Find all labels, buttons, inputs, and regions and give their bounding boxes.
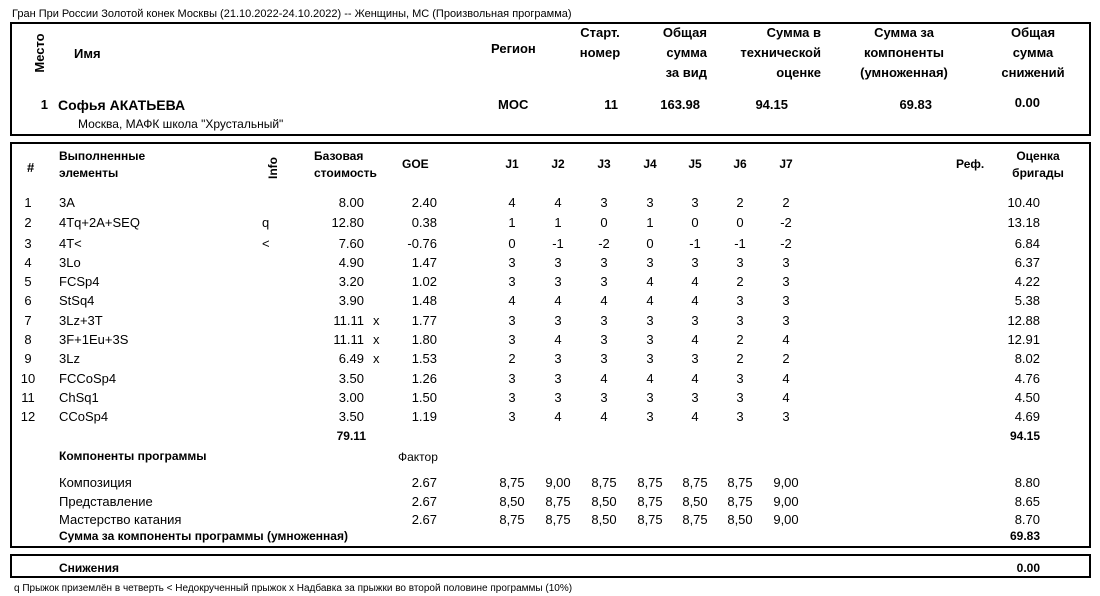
element-goe: 1.50 [411, 390, 437, 405]
element-judge-5: 3 [691, 313, 699, 328]
element-judge-6: 3 [736, 390, 744, 405]
judge-header-1: J1 [505, 157, 519, 171]
element-panel-score: 4.50 [1014, 390, 1040, 405]
element-judge-3: -2 [598, 236, 610, 251]
component-score: 8.80 [1014, 475, 1040, 490]
element-bonus-mark: x [373, 332, 380, 347]
element-judge-2: -1 [552, 236, 564, 251]
element-base-value: 3.50 [338, 409, 364, 424]
judge-header-6: J6 [733, 157, 747, 171]
element-judge-4: 3 [646, 390, 654, 405]
element-judge-3: 3 [600, 195, 608, 210]
judge-header-7: J7 [779, 157, 793, 171]
component-factor: 2.67 [411, 475, 437, 490]
element-judge-6: 2 [736, 274, 744, 289]
element-row [0, 253, 1100, 272]
element-row [0, 330, 1100, 349]
element-panel-score: 4.76 [1014, 371, 1040, 386]
element-goe: 0.38 [411, 215, 437, 230]
element-judge-5: 0 [691, 215, 699, 230]
element-name: 3Lz+3T [59, 313, 103, 328]
element-judge-7: -2 [780, 215, 792, 230]
element-judge-6: 2 [736, 195, 744, 210]
component-judge-5: 8,75 [682, 475, 708, 490]
element-judge-6: 3 [736, 371, 744, 386]
deductions-value: 0.00 [1016, 561, 1040, 575]
element-judge-1: 2 [508, 351, 516, 366]
element-bonus-mark: x [373, 313, 380, 328]
element-row [0, 193, 1100, 212]
element-judge-6: 2 [736, 332, 744, 347]
component-factor: 2.67 [411, 512, 437, 527]
element-judge-3: 3 [600, 390, 608, 405]
element-num: 4 [24, 255, 32, 270]
element-judge-2: 3 [554, 390, 562, 405]
element-judge-5: 3 [691, 390, 699, 405]
element-name: FCCoSp4 [59, 371, 117, 386]
element-base-value: 3.20 [338, 274, 364, 289]
element-judge-5: 3 [691, 195, 699, 210]
element-name: 3A [59, 195, 75, 210]
element-row [0, 311, 1100, 330]
element-judge-1: 4 [508, 293, 516, 308]
judge-header-4: J4 [643, 157, 657, 171]
element-judge-3: 3 [600, 274, 608, 289]
element-judge-5: 4 [691, 274, 699, 289]
component-row [0, 510, 1100, 529]
elements-header-panel-score: Оценка бригады [1012, 149, 1064, 180]
element-judge-4: 3 [646, 255, 654, 270]
element-judge-1: 3 [508, 274, 516, 289]
element-row [0, 291, 1100, 310]
component-judge-3: 8,50 [591, 494, 617, 509]
element-base-value: 6.49 [338, 351, 364, 366]
element-judge-6: 3 [736, 409, 744, 424]
skater-region: МОС [498, 97, 529, 112]
element-judge-4: 4 [646, 371, 654, 386]
element-goe: 1.77 [411, 313, 437, 328]
element-judge-7: -2 [780, 236, 792, 251]
element-base-value: 3.00 [338, 390, 364, 405]
element-info: < [262, 236, 270, 251]
element-judge-3: 4 [600, 293, 608, 308]
element-judge-1: 3 [508, 313, 516, 328]
element-goe: -0.76 [407, 236, 437, 251]
element-judge-7: 3 [782, 409, 790, 424]
component-name: Композиция [59, 475, 132, 490]
component-judge-7: 9,00 [773, 475, 799, 490]
component-score: 8.65 [1014, 494, 1040, 509]
element-judge-5: 3 [691, 351, 699, 366]
element-name: 3F+1Eu+3S [59, 332, 129, 347]
element-panel-score: 6.84 [1014, 236, 1040, 251]
element-judge-4: 3 [646, 351, 654, 366]
footnote: q Прыжок приземлён в четверть < Недокрученный прыжок x Надбавка за прыжки во второй половине программы (10%) [14, 583, 573, 594]
skater-components-score: 69.83 [899, 97, 932, 112]
element-judge-2: 4 [554, 332, 562, 347]
element-judge-1: 3 [508, 371, 516, 386]
element-judge-7: 3 [782, 274, 790, 289]
element-row [0, 369, 1100, 388]
element-panel-score: 4.22 [1014, 274, 1040, 289]
element-judge-3: 4 [600, 371, 608, 386]
judge-header-5: J5 [688, 157, 702, 171]
element-judge-7: 3 [782, 293, 790, 308]
element-judge-7: 2 [782, 351, 790, 366]
element-panel-score: 4.69 [1014, 409, 1040, 424]
elements-total-base: 79.11 [336, 429, 366, 443]
element-name: CCoSp4 [59, 409, 109, 424]
element-judge-6: 0 [736, 215, 744, 230]
element-judge-7: 4 [782, 371, 790, 386]
component-row [0, 473, 1100, 492]
element-num: 6 [24, 293, 32, 308]
skater-total-score: 163.98 [660, 97, 700, 112]
element-judge-5: 4 [691, 371, 699, 386]
element-judge-2: 4 [554, 195, 562, 210]
element-num: 10 [20, 371, 36, 386]
skater-name: Софья АКАТЬЕВА [58, 97, 186, 113]
elements-header-base-value: Базовая стоимость [314, 149, 377, 180]
element-judge-6: -1 [734, 236, 746, 251]
header-components-score: Сумма за компоненты (умноженная) [860, 25, 948, 80]
element-judge-4: 3 [646, 409, 654, 424]
component-judge-2: 8,75 [545, 494, 571, 509]
element-judge-2: 3 [554, 313, 562, 328]
component-judge-3: 8,75 [591, 475, 617, 490]
element-num: 9 [24, 351, 32, 366]
element-base-value: 4.90 [338, 255, 364, 270]
element-judge-2: 4 [554, 293, 562, 308]
element-judge-1: 3 [508, 390, 516, 405]
element-row [0, 213, 1100, 232]
element-goe: 1.47 [411, 255, 437, 270]
element-base-value: 7.60 [338, 236, 364, 251]
element-row [0, 407, 1100, 426]
header-deductions: Общая сумма снижений [1001, 25, 1065, 80]
element-judge-7: 4 [782, 390, 790, 405]
element-base-value: 11.11 [333, 313, 364, 328]
component-judge-4: 8,75 [637, 475, 663, 490]
element-name: StSq4 [59, 293, 95, 308]
element-base-value: 11.11 [333, 332, 364, 347]
component-judge-6: 8,75 [727, 494, 753, 509]
element-base-value: 3.50 [338, 371, 364, 386]
event-title: Гран При России Золотой конек Москвы (21.10.2022-24.10.2022) -- Женщины, МС (Произвольная программа) [12, 8, 572, 20]
elements-header-info: Info [266, 157, 280, 179]
element-judge-3: 3 [600, 255, 608, 270]
skater-place: 1 [40, 97, 48, 112]
element-num: 12 [20, 409, 36, 424]
element-judge-7: 3 [782, 313, 790, 328]
element-num: 7 [24, 313, 32, 328]
element-goe: 1.26 [411, 371, 437, 386]
element-base-value: 3.90 [338, 293, 364, 308]
element-judge-2: 4 [554, 409, 562, 424]
element-row [0, 272, 1100, 291]
element-base-value: 12.80 [331, 215, 364, 230]
component-judge-6: 8,75 [727, 475, 753, 490]
element-goe: 2.40 [411, 195, 437, 210]
element-judge-2: 3 [554, 255, 562, 270]
header-region: Регион [491, 41, 536, 56]
element-judge-1: 3 [508, 332, 516, 347]
header-place: Место [32, 33, 47, 73]
element-name: FCSp4 [59, 274, 100, 289]
element-judge-1: 3 [508, 409, 516, 424]
deductions-box [10, 554, 1091, 578]
component-judge-7: 9,00 [773, 494, 799, 509]
elements-total-score: 94.15 [1009, 429, 1040, 443]
element-judge-7: 4 [782, 332, 790, 347]
element-panel-score: 8.02 [1014, 351, 1040, 366]
element-panel-score: 6.37 [1014, 255, 1040, 270]
element-judge-6: 2 [736, 351, 744, 366]
element-row [0, 349, 1100, 368]
element-judge-6: 3 [736, 313, 744, 328]
element-judge-5: 3 [691, 255, 699, 270]
element-judge-1: 3 [508, 255, 516, 270]
component-judge-4: 8,75 [637, 494, 663, 509]
elements-header-executed: Выполненные элементы [59, 149, 146, 180]
component-judge-2: 8,75 [545, 512, 571, 527]
element-base-value: 8.00 [338, 195, 364, 210]
elements-header-ref: Реф. [956, 157, 985, 171]
components-total: 69.83 [1009, 529, 1040, 543]
element-judge-5: 4 [691, 332, 699, 347]
header-start-no: Старт. номер [579, 25, 621, 60]
element-judge-2: 3 [554, 371, 562, 386]
element-judge-2: 3 [554, 351, 562, 366]
components-total-label: Сумма за компоненты программы (умноженная) [59, 529, 348, 543]
element-judge-4: 3 [646, 195, 654, 210]
elements-header-goe: GOE [402, 157, 429, 171]
component-row [0, 492, 1100, 511]
component-judge-6: 8,50 [727, 512, 753, 527]
components-factor-label: Фактор [398, 450, 438, 464]
element-judge-4: 4 [646, 293, 654, 308]
element-goe: 1.53 [411, 351, 437, 366]
element-bonus-mark: x [373, 351, 380, 366]
element-judge-4: 3 [646, 332, 654, 347]
element-num: 8 [24, 332, 32, 347]
element-judge-4: 0 [646, 236, 654, 251]
component-judge-5: 8,75 [682, 512, 708, 527]
elements-header-num: # [27, 160, 35, 175]
component-name: Представление [59, 494, 153, 509]
judge-header-2: J2 [551, 157, 565, 171]
deductions-label: Снижения [59, 561, 119, 575]
element-judge-1: 1 [508, 215, 516, 230]
element-goe: 1.19 [411, 409, 437, 424]
element-judge-3: 3 [600, 313, 608, 328]
component-judge-1: 8,75 [499, 475, 525, 490]
element-judge-4: 1 [646, 215, 654, 230]
skater-club: Москва, МАФК школа "Хрустальный" [78, 117, 284, 131]
element-row [0, 388, 1100, 407]
element-judge-5: 4 [691, 293, 699, 308]
skater-deductions: 0.00 [1014, 95, 1040, 110]
skater-tech-score: 94.15 [755, 97, 788, 112]
element-info: q [262, 215, 270, 230]
component-judge-5: 8,50 [682, 494, 708, 509]
component-name: Мастерство катания [59, 512, 182, 527]
element-num: 5 [24, 274, 32, 289]
element-row [0, 234, 1100, 253]
element-judge-7: 2 [782, 195, 790, 210]
component-judge-7: 9,00 [773, 512, 799, 527]
header-tech-score: Сумма в технической оценке [740, 25, 821, 80]
component-score: 8.70 [1014, 512, 1040, 527]
component-judge-1: 8,50 [499, 494, 525, 509]
judge-header-3: J3 [597, 157, 611, 171]
element-judge-3: 3 [600, 332, 608, 347]
element-panel-score: 10.40 [1007, 195, 1040, 210]
components-title: Компоненты программы [59, 449, 207, 463]
element-judge-5: 4 [691, 409, 699, 424]
element-judge-6: 3 [736, 255, 744, 270]
element-judge-2: 1 [554, 215, 562, 230]
element-name: ChSq1 [59, 390, 99, 405]
element-judge-7: 3 [782, 255, 790, 270]
element-judge-3: 4 [600, 409, 608, 424]
element-judge-4: 3 [646, 313, 654, 328]
element-name: 3Lz [59, 351, 80, 366]
header-total-score: Общая сумма за вид [662, 25, 707, 80]
element-num: 11 [21, 390, 35, 405]
component-judge-1: 8,75 [499, 512, 525, 527]
element-panel-score: 12.91 [1007, 332, 1040, 347]
element-goe: 1.48 [411, 293, 437, 308]
element-panel-score: 13.18 [1007, 215, 1040, 230]
element-judge-3: 3 [600, 351, 608, 366]
component-factor: 2.67 [411, 494, 437, 509]
header-name: Имя [74, 46, 101, 61]
element-name: 3Lo [59, 255, 81, 270]
element-judge-6: 3 [736, 293, 744, 308]
element-judge-3: 0 [600, 215, 608, 230]
element-goe: 1.80 [411, 332, 437, 347]
element-num: 1 [24, 195, 32, 210]
element-name: 4Tq+2A+SEQ [59, 215, 140, 230]
element-panel-score: 5.38 [1014, 293, 1040, 308]
element-num: 2 [24, 215, 32, 230]
element-judge-5: -1 [689, 236, 701, 251]
component-judge-3: 8,50 [591, 512, 617, 527]
element-judge-4: 4 [646, 274, 654, 289]
element-judge-1: 0 [508, 236, 516, 251]
element-goe: 1.02 [411, 274, 437, 289]
element-judge-2: 3 [554, 274, 562, 289]
element-name: 4T< [59, 236, 82, 251]
component-judge-4: 8,75 [637, 512, 663, 527]
component-judge-2: 9,00 [545, 475, 571, 490]
skater-start-no: 11 [604, 97, 618, 112]
element-judge-1: 4 [508, 195, 516, 210]
element-panel-score: 12.88 [1007, 313, 1040, 328]
element-num: 3 [24, 236, 32, 251]
